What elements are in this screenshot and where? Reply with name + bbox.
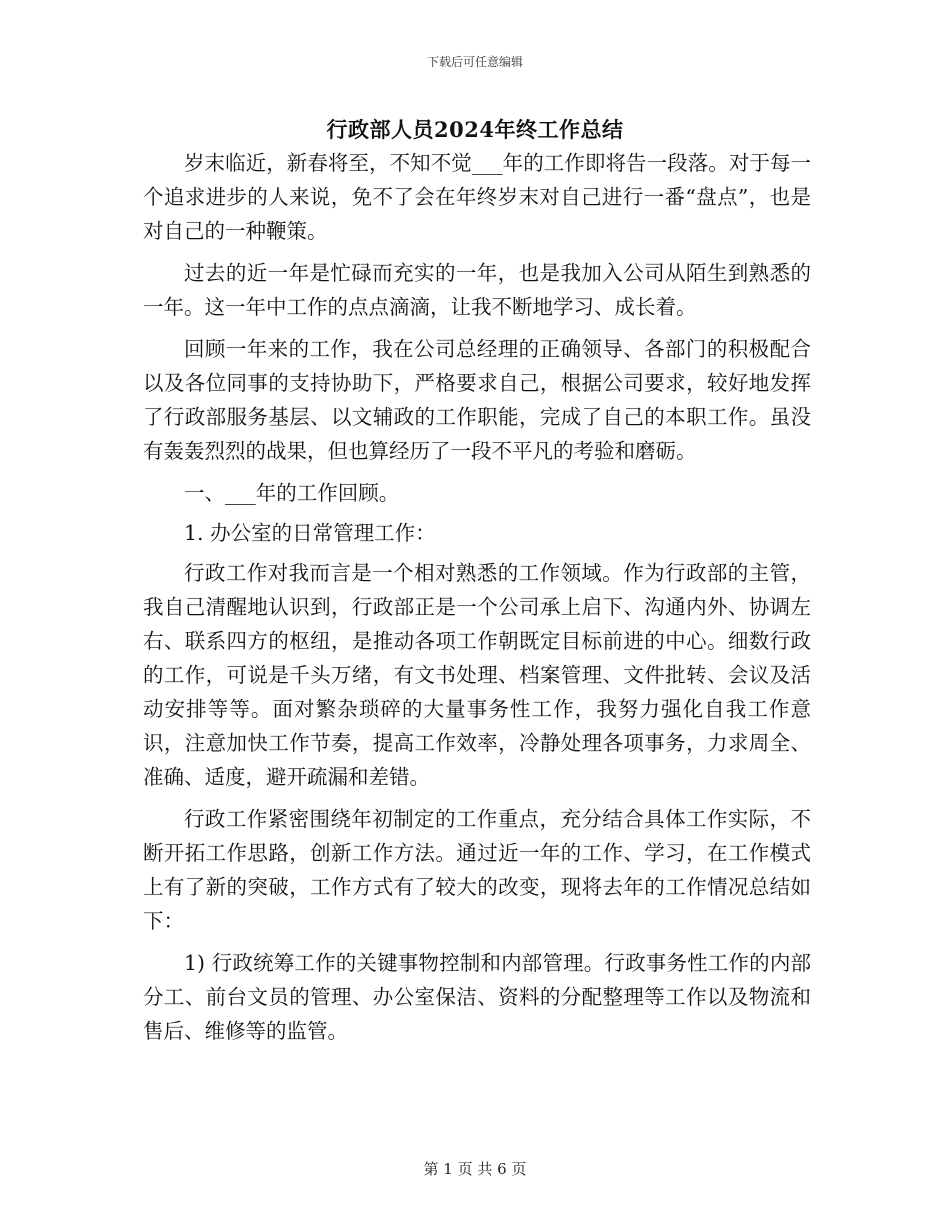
document-body (143, 146, 811, 1056)
paragraph: 行政工作对我而言是一个相对熟悉的工作领域。作为行政部的主管，我自己清醒地认识到，行政部正是一个公司承上启下、沟通内外、协调左右、联系四方的枢纽，是推动各项工作朝既定目标前进的中心。细数行政的工作，可说是千头万绪，有文书处理、档案管理、文件批转、会议及活动安排等等。面对繁杂琐碎的大量事务性工作，我努力强化自我工作意识，注意加快工作节奏，提高工作效率，冷静处理各项事务，力求周全、准确、适度，避开疏漏和差错。 (143, 561, 811, 789)
paragraph: 行政工作紧密围绕年初制定的工作重点，充分结合具体工作实际，不断开拓工作思路，创新工作方法。通过近一年的工作、学习，在工作模式上有了新的突破，工作方式有了较大的改变，现将去年的工作情况总结如下： (143, 807, 811, 933)
paragraph: 过去的近一年是忙碌而充实的一年，也是我加入公司从陌生到熟悉的一年。这一年中工作的点点滴滴，让我不断地学习、成长着。 (143, 261, 811, 319)
page-number: 第 1 页 共 6 页 (423, 1160, 527, 1178)
paragraph: 回顾一年来的工作，我在公司总经理的正确领导、各部门的积极配合以及各位同事的支持协助下，严格要求自己，根据公司要求，较好地发挥了行政部服务基层、以文辅政的工作职能，完成了自己的本职工作。虽没有轰轰烈烈的战果，但也算经历了一段不平凡的考验和磨砺。 (143, 337, 811, 463)
subsection-heading: 1. 办公室的日常管理工作： (184, 521, 436, 545)
document-title: 行政部人员2024年终工作总结 (326, 117, 624, 142)
section-heading: 一、___年的工作回顾。 (184, 481, 400, 505)
paragraph: 1) 行政统筹工作的关键事物控制和内部管理。行政事务性工作的内部分工、前台文员的管理、办公室保洁、资料的分配整理等工作以及物流和售后、维修等的监管。 (143, 951, 811, 1043)
paragraph: 岁末临近，新春将至，不知不觉___年的工作即将告一段落。对于每一个追求进步的人来说，免不了会在年终岁末对自己进行一番“盘点”，也是对自己的一种鞭策。 (143, 151, 811, 243)
header-note: 下载后可任意编辑 (426, 55, 523, 69)
